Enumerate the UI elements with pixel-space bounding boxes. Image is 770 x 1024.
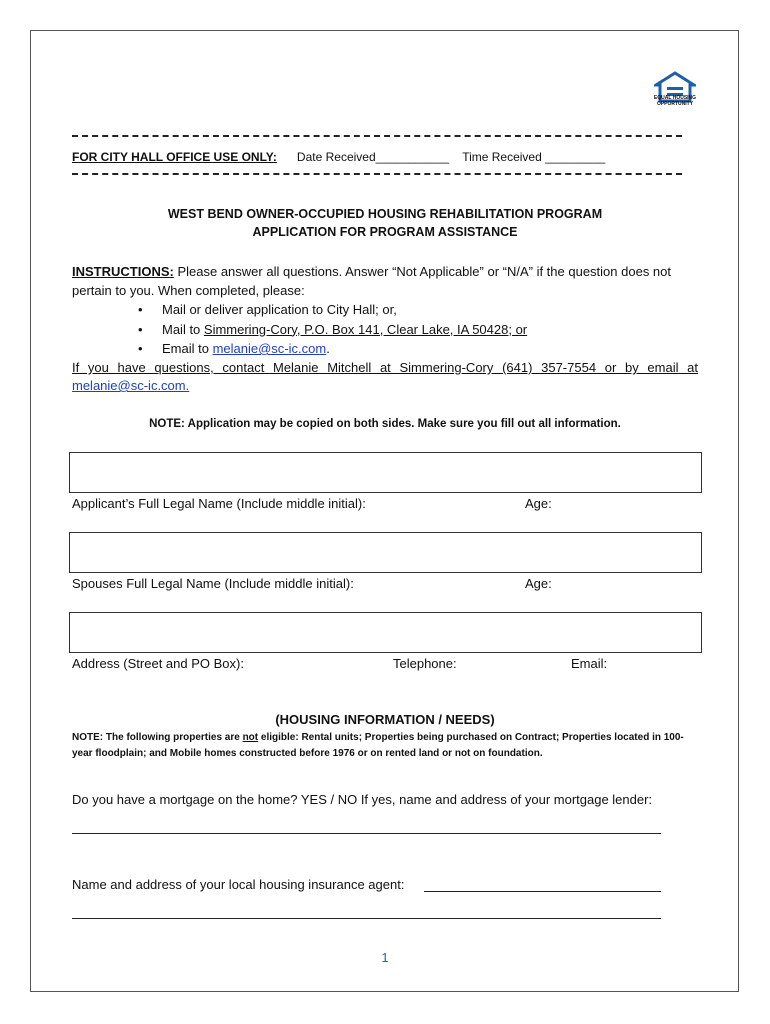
address-label: Address (Street and PO Box):	[72, 656, 244, 671]
contact-email-link[interactable]: melanie@sc-ic.com.	[72, 378, 190, 393]
program-title: WEST BEND OWNER-OCCUPIED HOUSING REHABILITATION PROGRAM	[167, 207, 603, 221]
list-item: • Mail to Simmering-Cory, P.O. Box 141, Clear Lake, IA 50428; or	[140, 320, 527, 340]
address-field[interactable]	[69, 612, 702, 653]
applicant-age-label: Age:	[525, 496, 552, 511]
instructions	[72, 262, 698, 300]
spouse-name-field[interactable]	[69, 532, 702, 573]
logo-text: EQUAL HOUSING OPPORTUNITY	[653, 95, 697, 107]
list-item: • Email to melanie@sc-ic.com.	[140, 339, 527, 359]
applicant-name-field[interactable]	[69, 452, 702, 493]
contact-text: If you have questions, contact Melanie Mitchell at Simmering-Cory (641) 357-7554 or by email at	[72, 360, 698, 375]
mortgage-question: Do you have a mortgage on the home? YES / NO If yes, name and address of your mortgage lender:	[72, 792, 653, 807]
copy-note: NOTE: Application may be copied on both sides. Make sure you fill out all information.	[149, 418, 621, 430]
page-number: 1	[381, 950, 389, 965]
eligibility-note: NOTE: The following properties are not eligible: Rental units; Properties being purchased on Contract; Properties located in 100-year floodplain; and Mobile homes constructed before 1976 or on rented land or not on foundation.	[72, 732, 684, 759]
office-use-label: FOR CITY HALL OFFICE USE ONLY:	[72, 150, 277, 164]
dashed-divider	[72, 173, 682, 177]
application-title: APPLICATION FOR PROGRAM ASSISTANCE	[252, 225, 518, 239]
spouse-age-label: Age:	[525, 576, 552, 591]
telephone-label: Telephone:	[393, 656, 457, 671]
date-received-label: Date Received	[296, 150, 376, 164]
mortgage-answer-line[interactable]	[72, 833, 661, 834]
insurance-question: Name and address of your local housing insurance agent:	[72, 877, 405, 892]
email-link[interactable]: melanie@sc-ic.com	[212, 341, 327, 356]
insurance-answer-line[interactable]	[424, 891, 661, 892]
time-received-label: Time Received	[462, 150, 542, 164]
housing-heading: (HOUSING INFORMATION / NEEDS)	[275, 712, 495, 727]
list-item: • Mail or deliver application to City Hall; or,	[140, 300, 527, 320]
submission-list	[140, 300, 527, 359]
instructions-label: INSTRUCTIONS:	[72, 264, 174, 279]
email-label: Email:	[571, 656, 608, 671]
mailing-address: Simmering-Cory, P.O. Box 141, Clear Lake, IA 50428; or	[203, 321, 528, 337]
dashed-divider	[72, 135, 682, 139]
insurance-answer-line-2[interactable]	[72, 918, 661, 919]
office-use-row: FOR CITY HALL OFFICE USE ONLY: Date Received___________ Time Received _________	[72, 150, 606, 164]
spouse-name-label: Spouses Full Legal Name (Include middle initial):	[72, 576, 354, 591]
applicant-name-label: Applicant’s Full Legal Name (Include middle initial):	[72, 496, 366, 511]
instructions-text: Please answer all questions. Answer “Not Applicable” or “N/A” if the question does not pertain to you. When completed, please:	[72, 264, 672, 298]
